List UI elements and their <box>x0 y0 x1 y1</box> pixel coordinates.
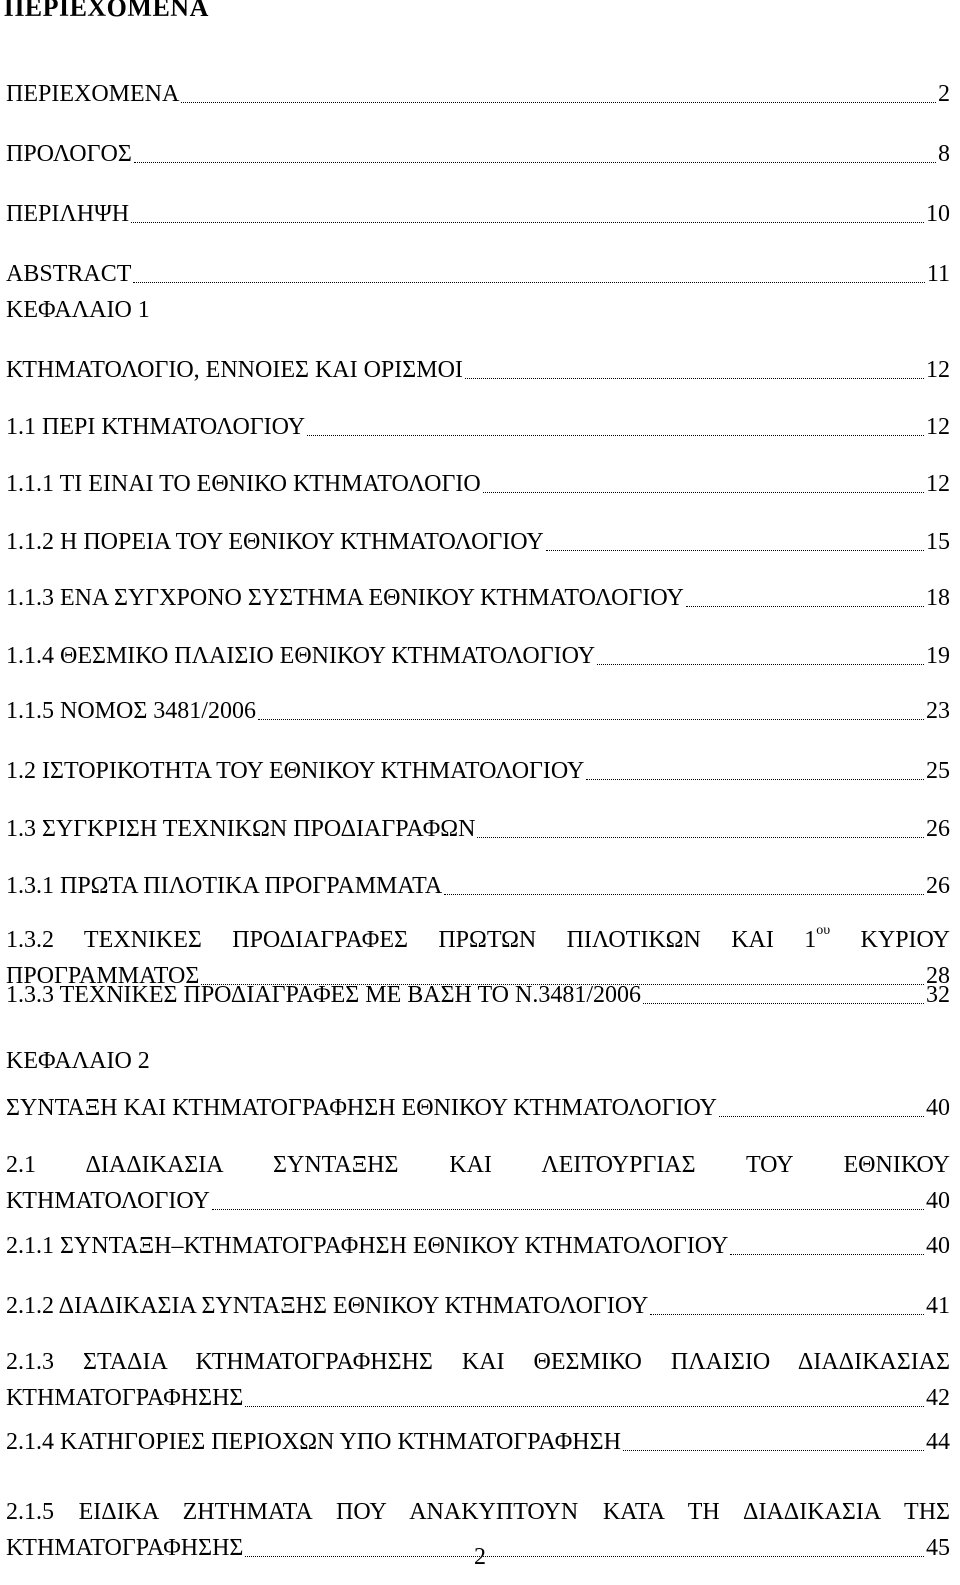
toc-entry-page: 45 <box>926 1535 950 1561</box>
toc-entry[interactable] <box>6 256 950 292</box>
page-heading: ΠΕΡΙΕΧΟΜΕΝΑ <box>4 0 209 22</box>
toc-entry[interactable] <box>6 977 950 1013</box>
toc-entry-page: 12 <box>926 414 950 440</box>
toc-entry-page: 18 <box>926 585 950 611</box>
toc-entry-title: ΚΕΦΑΛΑΙΟ 2 <box>6 1048 150 1074</box>
toc-entry-title: ΠΡΟΓΡΑΜΜΑΤΟΣ <box>6 963 200 989</box>
toc-entry-title: 1.3.3 ΤΕΧΝΙΚΕΣ ΠΡΟΔΙΑΓΡΑΦΕΣ ΜΕ ΒΑΣΗ ΤΟ Ν.3481/2006 <box>6 982 642 1008</box>
toc-entry[interactable] <box>6 76 950 112</box>
dot-leader <box>586 778 924 780</box>
toc-entry[interactable] <box>6 352 950 388</box>
toc-entry[interactable] <box>6 466 950 502</box>
dot-leader <box>465 377 924 379</box>
toc-entry-title: 2.1.3 ΣΤΑΔΙΑ ΚΤΗΜΑΤΟΓΡΑΦΗΣΗΣ ΚΑΙ ΘΕΣΜΙΚΟ ΠΛΑΙΣΙΟ ΔΙΑΔΙΚΑΣΙΑΣ <box>6 1349 950 1375</box>
dot-leader <box>483 491 924 493</box>
toc-entry[interactable] <box>6 753 950 789</box>
dot-leader <box>134 161 936 163</box>
toc-entry[interactable] <box>6 868 950 904</box>
toc-entry-title: 2.1.2 ΔΙΑΔΙΚΑΣΙΑ ΣΥΝΤΑΞΗΣ ΕΘΝΙΚΟΥ ΚΤΗΜΑΤΟΛΟΓΙΟΥ <box>6 1293 649 1319</box>
toc-entry-page: 40 <box>926 1188 950 1214</box>
toc-entry-title: 1.1.5 ΝΟΜΟΣ 3481/2006 <box>6 698 256 724</box>
dot-leader <box>212 1208 924 1210</box>
dot-leader <box>133 281 925 283</box>
toc-entry-title: ΚΤΗΜΑΤΟΛΟΓΙΟ, ΕΝΝΟΙΕΣ ΚΑΙ ΟΡΙΣΜΟΙ <box>6 357 463 383</box>
toc-entry-title: ΚΤΗΜΑΤΟΛΟΓΙΟΥ <box>6 1188 210 1214</box>
toc-entry[interactable] <box>6 1043 950 1079</box>
toc-entry-title: 1.2 ΙΣΤΟΡΙΚΟΤΗΤΑ ΤΟΥ ΕΘΝΙΚΟΥ ΚΤΗΜΑΤΟΛΟΓΙΟΥ <box>6 758 585 784</box>
toc-entry-page: 25 <box>926 758 950 784</box>
toc-entry[interactable] <box>6 811 950 847</box>
toc-entry-title: ΚΤΗΜΑΤΟΓΡΑΦΗΣΗΣ <box>6 1385 244 1411</box>
toc-entry-title: ΠΡΟΛΟΓΟΣ <box>6 141 132 167</box>
toc-entry[interactable] <box>6 580 950 616</box>
toc-entry-title: 2.1.4 ΚΑΤΗΓΟΡΙΕΣ ΠΕΡΙΟΧΩΝ ΥΠΟ ΚΤΗΜΑΤΟΓΡΑΦΗΣΗ <box>6 1429 621 1455</box>
toc-entry-title: ΠΕΡΙΛΗΨΗ <box>6 201 130 227</box>
toc-entry-title: 1.1.3 ΕΝΑ ΣΥΓΧΡΟΝΟ ΣΥΣΤΗΜΑ ΕΘΝΙΚΟΥ ΚΤΗΜΑΤΟΛΟΓΙΟΥ <box>6 585 684 611</box>
toc-entry-page: 42 <box>926 1385 950 1411</box>
toc-entry-title: 2.1.1 ΣΥΝΤΑΞΗ–ΚΤΗΜΑΤΟΓΡΑΦΗΣΗ ΕΘΝΙΚΟΥ ΚΤΗΜΑΤΟΛΟΓΙΟΥ <box>6 1233 729 1259</box>
dot-leader <box>719 1115 924 1117</box>
dot-leader <box>258 718 924 720</box>
dot-leader <box>597 663 924 665</box>
toc-entry-title: 1.1 ΠΕΡΙ ΚΤΗΜΑΤΟΛΟΓΙΟΥ <box>6 414 306 440</box>
toc-entry-title: 1.1.4 ΘΕΣΜΙΚΟ ΠΛΑΙΣΙΟ ΕΘΝΙΚΟΥ ΚΤΗΜΑΤΟΛΟΓΙΟΥ <box>6 643 596 669</box>
toc-entry-page: 40 <box>926 1233 950 1259</box>
toc-entry-page: 10 <box>926 201 950 227</box>
toc-entry-page: 26 <box>926 873 950 899</box>
dot-leader <box>444 893 924 895</box>
page-number: 2 <box>474 1544 486 1570</box>
dot-leader <box>131 221 924 223</box>
toc-entry[interactable] <box>6 292 950 328</box>
toc-entry-title: 1.3 ΣΥΓΚΡΙΣΗ ΤΕΧΝΙΚΩΝ ΠΡΟΔΙΑΓΡΑΦΩΝ <box>6 816 476 842</box>
toc-entry-title: 1.3.2 ΤΕΧΝΙΚΕΣ ΠΡΟΔΙΑΓΡΑΦΕΣ ΠΡΩΤΩΝ ΠΙΛΟΤΙΚΩΝ ΚΑΙ 1 <box>6 927 817 953</box>
toc-entry[interactable] <box>6 1288 950 1324</box>
toc-entry[interactable] <box>6 1228 950 1264</box>
toc-entry-page: 28 <box>926 963 950 989</box>
toc-entry-title: 1.3.1 ΠΡΩΤΑ ΠΙΛΟΤΙΚΑ ΠΡΟΓΡΑΜΜΑΤΑ <box>6 873 443 899</box>
toc-entry-page: 12 <box>926 471 950 497</box>
toc-entry-page: 11 <box>926 261 950 287</box>
toc-entry-page: 44 <box>926 1429 950 1455</box>
toc-entry-page: 8 <box>938 141 950 167</box>
toc-entry[interactable] <box>6 1147 950 1219</box>
toc-entry-title: 1.1.2 Η ΠΟΡΕΙΑ ΤΟΥ ΕΘΝΙΚΟΥ ΚΤΗΜΑΤΟΛΟΓΙΟΥ <box>6 529 544 555</box>
dot-leader <box>477 836 924 838</box>
toc-entry[interactable] <box>6 136 950 172</box>
toc-entry-title: ΣΥΝΤΑΞΗ ΚΑΙ ΚΤΗΜΑΤΟΓΡΑΦΗΣΗ ΕΘΝΙΚΟΥ ΚΤΗΜΑΤΟΛΟΓΙΟΥ <box>6 1095 717 1121</box>
toc-entry-title: ΠΕΡΙΕΧΟΜΕΝΑ <box>6 81 180 107</box>
toc-entry-title: ΚΤΗΜΑΤΟΓΡΑΦΗΣΗΣ <box>6 1535 244 1561</box>
toc-entry-page: 15 <box>926 529 950 555</box>
toc-entry-page: 32 <box>926 982 950 1008</box>
toc-entry-title: 2.1.5 ΕΙΔΙΚΑ ΖΗΤΗΜΑΤΑ ΠΟΥ ΑΝΑΚΥΠΤΟΥΝ ΚΑΤΑ ΤΗ ΔΙΑΔΙΚΑΣΙΑ ΤΗΣ <box>6 1499 950 1525</box>
dot-leader <box>623 1449 924 1451</box>
toc-entry-title: 2.1 ΔΙΑΔΙΚΑΣΙΑ ΣΥΝΤΑΞΗΣ ΚΑΙ ΛΕΙΤΟΥΡΓΙΑΣ ΤΟΥ ΕΘΝΙΚΟΥ <box>6 1152 950 1178</box>
toc-entry[interactable] <box>6 693 950 729</box>
toc-entry[interactable] <box>6 1090 950 1126</box>
toc-entry[interactable] <box>6 638 950 674</box>
toc-entry[interactable] <box>6 524 950 560</box>
dot-leader <box>730 1253 924 1255</box>
toc-entry-title: 1.1.1 ΤΙ ΕΙΝΑΙ ΤΟ ΕΘΝΙΚΟ ΚΤΗΜΑΤΟΛΟΓΙΟ <box>6 471 481 497</box>
toc-entry-page: 19 <box>926 643 950 669</box>
dot-leader <box>643 1002 924 1004</box>
toc-entry-page: 12 <box>926 357 950 383</box>
toc-entry-title: ΚΕΦΑΛΑΙΟ 1 <box>6 297 150 323</box>
dot-leader <box>650 1313 924 1315</box>
toc-entry[interactable] <box>6 196 950 232</box>
toc-entry-page: 41 <box>926 1293 950 1319</box>
dot-leader <box>181 101 936 103</box>
toc-entry-page: 2 <box>938 81 950 107</box>
dot-leader <box>686 605 924 607</box>
toc-entry[interactable] <box>6 1424 950 1460</box>
ordinal-superscript: ου <box>816 923 831 938</box>
dot-leader <box>245 1405 924 1407</box>
toc-entry-page: 40 <box>926 1095 950 1121</box>
toc-entry-title: ABSTRACT <box>6 261 132 287</box>
toc-entry-page: 26 <box>926 816 950 842</box>
dot-leader <box>307 434 924 436</box>
toc-entry[interactable] <box>6 1344 950 1416</box>
toc-entry-page: 23 <box>926 698 950 724</box>
toc-entry-title: ΚΥΡΙΟΥ <box>860 927 951 953</box>
dot-leader <box>546 549 924 551</box>
toc-entry[interactable] <box>6 409 950 445</box>
